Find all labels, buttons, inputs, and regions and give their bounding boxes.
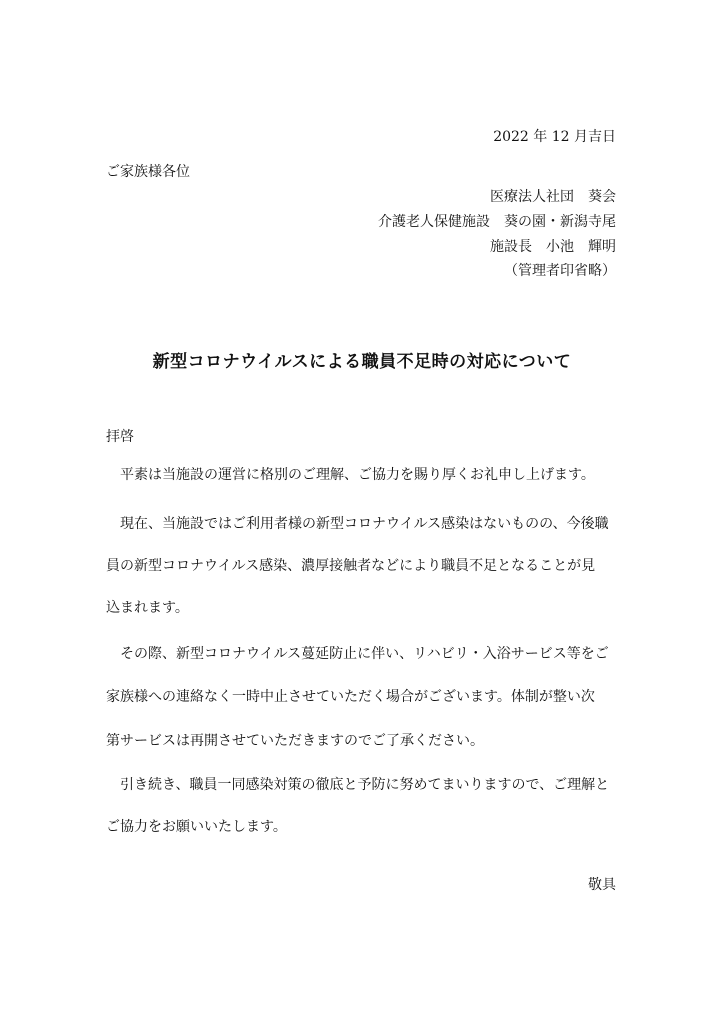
paragraph-line: 引き続き、職員一同感染対策の徹底と予防に努めてまいりますので、ご理解と: [106, 777, 610, 793]
paragraph-line: 込まれます。: [106, 600, 189, 616]
letter-date: 2022 年 12 月吉日: [493, 129, 616, 145]
closing-salutation: 敬具: [588, 877, 616, 893]
seal-note: （管理者印省略）: [504, 263, 616, 279]
sender-organization: 医療法人社団 葵会: [490, 189, 616, 205]
paragraph-line: 現在、当施設ではご利用者様の新型コロナウイルス感染はないものの、今後職: [106, 516, 609, 532]
paragraph-line: 員の新型コロナウイルス感染、濃厚接触者などにより職員不足となることが見: [106, 558, 596, 574]
opening-salutation: 拝啓: [106, 429, 134, 445]
paragraph-line: ご協力をお願いいたします。: [106, 819, 287, 835]
addressee: ご家族様各位: [106, 164, 190, 180]
sender-director: 施設長 小池 輝明: [490, 239, 616, 255]
paragraph-line: 家族様への連絡なく一時中止させていただく場合がございます。体制が整い次: [106, 689, 595, 705]
paragraph-line: 平素は当施設の運営に格別のご理解、ご協力を賜り厚くお礼申し上げます。: [106, 467, 595, 483]
letter-title: 新型コロナウイルスによる職員不足時の対応について: [152, 352, 572, 373]
sender-facility: 介護老人保健施設 葵の園・新潟寺尾: [378, 214, 616, 230]
paragraph-line: その際、新型コロナウイルス蔓延防止に伴い、リハビリ・入浴サービス等をご: [106, 646, 609, 662]
paragraph-line: 第サービスは再開させていただきますのでご了承ください。: [106, 733, 484, 749]
